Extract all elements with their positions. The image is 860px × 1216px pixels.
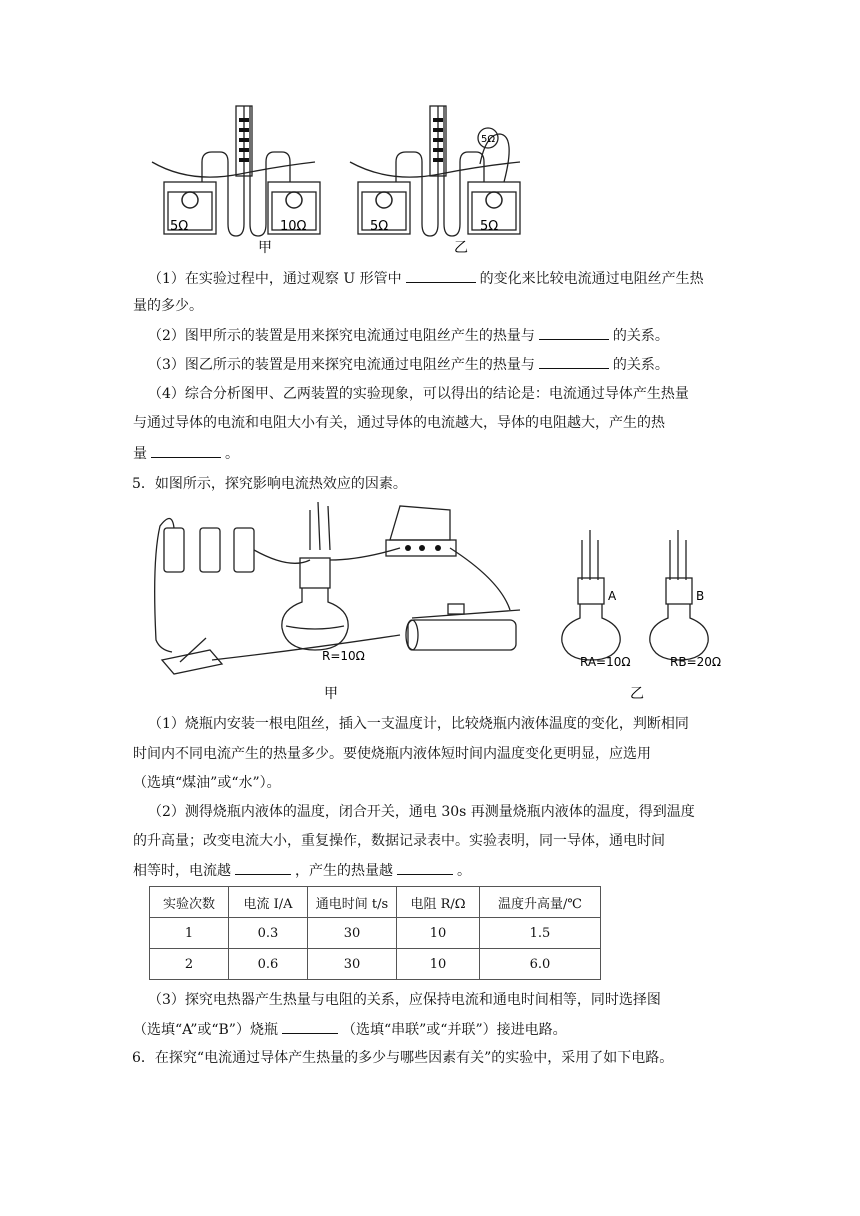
table-header: 实验次数 [150,887,229,918]
q5-line5: 的升高量；改变电流大小，重复操作，数据记录表中。实验表明，同一导体，通电时间 [133,833,665,849]
q5-p3c: （选填“串联”或“并联”）接进电路。 [341,1022,567,1038]
q5-line4: （2）测得烧瓶内液体的温度，闭合开关，通电 30s 再测量烧瓶内液体的温度，得到温度 [148,804,695,820]
fig1-r-left: 5Ω [170,219,189,234]
table-row [150,918,601,949]
table-cell: 10 [397,949,480,980]
q4-line2: 量的多少。 [133,298,203,314]
fig1-yi-r-right: 5Ω [480,219,499,234]
q4-line6: 与通过导体的电流和电阻大小有关，通过导体的电流越大，导体的电阻越大，产生的热 [133,415,665,431]
q4-line1 [148,268,704,289]
q5-p2c: 相等时，电流越 [133,863,231,879]
table-header: 通电时间 t/s [308,887,397,918]
q5-p2e: 。 [457,863,471,879]
u-tube-figure [150,104,530,254]
experiment-table [149,886,601,980]
table-cell: 0.6 [229,949,308,980]
q4-line7 [133,443,239,464]
q4-line5: （4）综合分析图甲、乙两装置的实验现象，可以得出的结论是：电流通过导体产生热量 [148,386,689,402]
q4-line4 [148,354,669,375]
q6-text: 6．在探究“电流通过导体产生热量的多少与哪些因素有关”的实验中，采用了如下电路。 [132,1050,674,1066]
fig2-rb: RB=20Ω [670,655,722,669]
q5-p3b: （选填“A”或“B”）烧瓶 [133,1022,278,1038]
fig2-yi: 乙 [630,686,644,702]
table-cell: 1.5 [480,918,601,949]
fig2-ra: RA=10Ω [580,655,631,669]
q5-blank1[interactable] [235,860,291,875]
table-cell: 10 [397,918,480,949]
table-cell: 1 [150,918,229,949]
q5-line7: （3）探究电热器产生热量与电阻的关系，应保持电流和通电时间相等，同时选择图 [148,992,661,1008]
q5-line1: （1）烧瓶内安装一根电阻丝，插入一支温度计，比较烧瓶内液体温度的变化，判断相同 [148,716,689,732]
table-row [150,949,601,980]
table-header-row [150,887,601,918]
fig1-yi-r-top: 5Ω [481,134,496,145]
q4-blank3[interactable] [539,354,609,369]
q4-line3 [148,325,669,346]
fig1-label-jia: 甲 [258,240,272,256]
table-cell: 2 [150,949,229,980]
table-cell: 0.3 [229,918,308,949]
q4-p1b: 的变化来比较电流通过电阻丝产生热 [479,271,704,287]
q5-line8 [133,1019,567,1040]
table-cell: 30 [308,918,397,949]
q5-line6 [133,860,471,881]
q4-p3b: 的关系。 [612,357,669,373]
fig1-r-right: 10Ω [280,219,307,234]
q4-p2b: 的关系。 [612,328,669,344]
fig1-label-yi: 乙 [454,240,468,256]
q5-p2d: ，产生的热量越 [295,863,393,879]
table-cell: 30 [308,949,397,980]
fig2-a: A [608,589,617,603]
table-cell: 6.0 [480,949,601,980]
q4-blank4[interactable] [151,443,221,458]
q5-title: 5．如图所示，探究影响电流热效应的因素。 [132,476,407,492]
q4-blank2[interactable] [539,325,609,340]
fig2-b: B [696,589,705,603]
q5-line3: （选填“煤油”或“水”）。 [133,775,281,791]
q4-p4d: 。 [225,446,239,462]
table-header: 电流 I/A [229,887,308,918]
q4-p1a: （1）在实验过程中，通过观察 U 形管中 [148,271,402,287]
q4-blank1[interactable] [406,268,476,283]
q5-line2: 时间内不同电流产生的热量多少。要使烧瓶内液体短时间内温度变化更明显，应选用 [133,746,651,762]
q5-blank2[interactable] [397,860,453,875]
fig2-r: R=10Ω [322,649,365,663]
q5-blank3[interactable] [282,1019,338,1034]
q4-p2a: （2）图甲所示的装置是用来探究电流通过电阻丝产生的热量与 [148,328,535,344]
table-header: 电阻 R/Ω [397,887,480,918]
q4-p3a: （3）图乙所示的装置是用来探究电流通过电阻丝产生的热量与 [148,357,535,373]
q4-p4c: 量 [133,446,147,462]
circuit-figure [150,500,722,702]
table-header: 温度升高量/℃ [480,887,601,918]
fig1-yi-r-left: 5Ω [370,219,389,234]
fig2-jia: 甲 [324,686,338,702]
